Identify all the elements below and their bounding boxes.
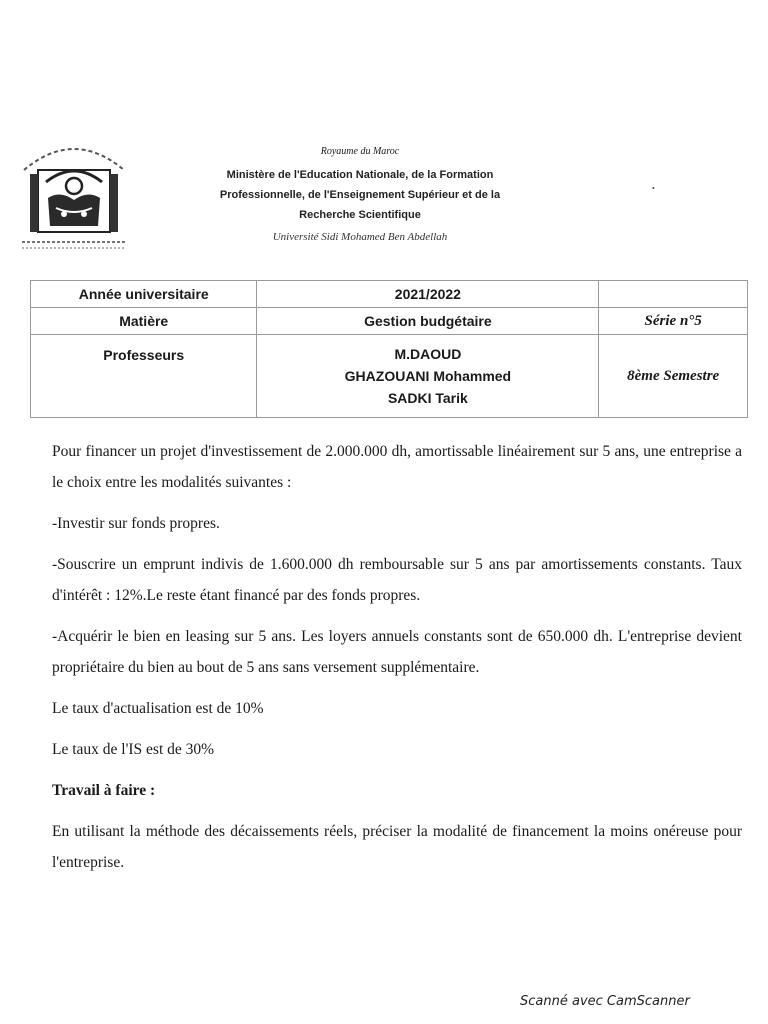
table-row	[31, 281, 748, 308]
table-row	[31, 335, 748, 418]
subject-label: Matière	[31, 308, 257, 335]
option-loan: -Souscrire un emprunt indivis de 1.600.000 dh remboursable sur 5 ans par amortissements constants. Taux d'intérêt : 12%.Le reste étant financé par des fonds propres.	[52, 556, 742, 604]
task-title: Travail à faire :	[52, 782, 156, 799]
option-equity: -Investir sur fonds propres.	[52, 515, 220, 532]
professor-name: SADKI Tarik	[387, 390, 468, 406]
tax-rate: Le taux de l'IS est de 30%	[52, 741, 215, 758]
professors-label: Professeurs	[31, 335, 257, 418]
professor-name: M.DAOUD	[394, 346, 462, 362]
university-seal-icon	[12, 130, 136, 254]
ministry-line: Recherche Scientifique	[299, 209, 421, 221]
ministry-title	[190, 165, 530, 225]
ministry-line: Professionnelle, de l'Enseignement Supérieur et de la	[219, 189, 501, 201]
task-statement: En utilisant la méthode des décaissements réels, préciser la modalité de financement la moins onéreuse pour l'entreprise.	[52, 823, 742, 871]
kingdom-title: Royaume du Maroc	[320, 146, 400, 157]
exercise-body	[52, 436, 742, 888]
empty-cell	[599, 281, 748, 308]
year-value: 2021/2022	[257, 281, 599, 308]
option-leasing: -Acquérir le bien en leasing sur 5 ans. Les loyers annuels constants sont de 650.000 dh. L'entreprise devient propriétaire du bien au bout de 5 ans sans versement supplémentaire.	[52, 628, 742, 676]
table-row	[31, 308, 748, 335]
institution-header	[190, 146, 530, 243]
university-name: Université Sidi Mohamed Ben Abdellah	[272, 231, 448, 243]
professor-name: GHAZOUANI Mohammed	[344, 368, 512, 384]
series-number: Série n°5	[599, 308, 748, 335]
discount-rate: Le taux d'actualisation est de 10%	[52, 700, 264, 717]
course-info-table	[30, 280, 748, 418]
subject-value: Gestion budgétaire	[257, 308, 599, 335]
professors-list	[257, 335, 599, 418]
year-label: Année universitaire	[31, 281, 257, 308]
intro-paragraph: Pour financer un projet d'investissement de 2.000.000 dh, amortissable linéairement sur 5 ans, une entreprise a le choix entre les modalités suivantes :	[52, 443, 742, 491]
scan-speck: •	[652, 184, 655, 193]
ministry-line: Ministère de l'Education Nationale, de la Formation	[226, 169, 494, 181]
scanner-watermark: Scanné avec CamScanner	[520, 994, 690, 1009]
semester: 8ème Semestre	[599, 335, 748, 418]
